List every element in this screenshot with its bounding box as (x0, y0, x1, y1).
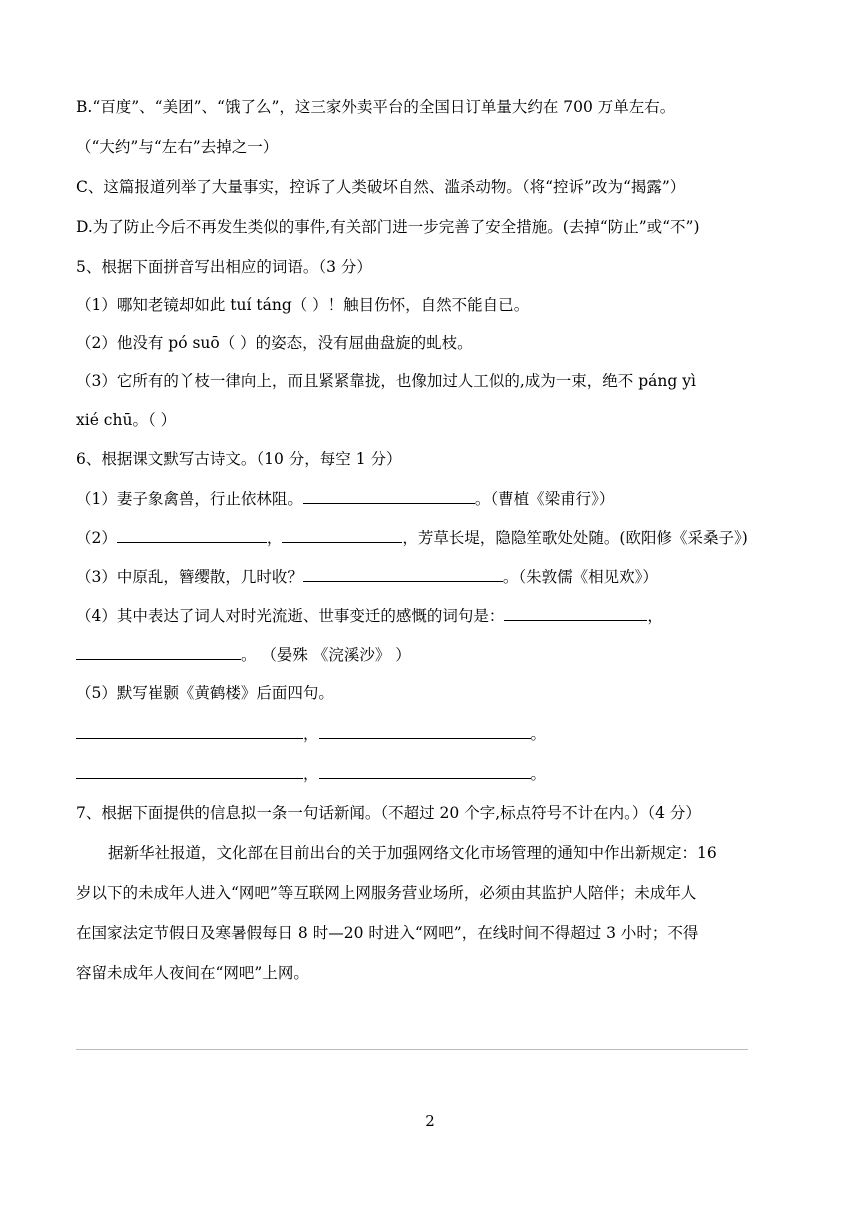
q6-2-comma: ， (266, 529, 283, 547)
question-5-1: （1）哪知老镜却如此 tuí táng（ ）！触目伤怀，自然不能自已。 (76, 296, 530, 314)
news-paragraph-line-4: 容留未成年人夜间在“网吧”上网。 (76, 964, 309, 982)
news-paragraph-line-3: 在国家法定节假日及寒暑假每日 8 时—20 时进入“网吧”，在线时间不得超过 3 小时；不得 (76, 924, 699, 942)
option-b-note: （“大约”与“左右”去掉之一） (76, 138, 279, 156)
q6-5-period-2: 。 (530, 765, 547, 783)
question-5: 5、根据下面拼音写出相应的词语。（3 分） (76, 258, 372, 276)
question-6-2 (76, 527, 748, 548)
option-d: D.为了防止今后不再发生类似的事件,有关部门进一步完善了安全措施。(去掉“防止”或“不”) (76, 218, 700, 236)
q6-5-blank-2[interactable] (319, 723, 531, 739)
question-5-3: （3）它所有的丫枝一律向上，而且紧紧靠拢，也像加过人工似的,成为一束，绝不 páng yì (76, 372, 696, 390)
question-6-4 (76, 605, 663, 626)
q6-5-period-1: 。 (530, 725, 547, 743)
option-b: B.“百度”、“美团”、“饿了么”，这三家外卖平台的全国日订单量大约在 700 万单左右。 (76, 98, 676, 116)
news-paragraph-line-1: 据新华社报道，文化部在目前出台的关于加强网络文化市场管理的通知中作出新规定：16 (108, 844, 717, 862)
question-5-2: （2）他没有 pó suō（ ）的姿态，没有屈曲盘旋的虬枝。 (76, 334, 473, 352)
question-6: 6、根据课文默写古诗文。（10 分，每空 1 分） (76, 450, 402, 468)
q6-4-blank-1[interactable] (504, 605, 647, 621)
q6-5-blank-1[interactable] (76, 723, 303, 739)
q6-3-text: （3）中原乱，簪缨散，几时收？ (76, 568, 303, 586)
page-number: 2 (425, 1112, 435, 1130)
q6-4-source: 。 （晏殊 《浣溪沙》 ） (241, 646, 411, 664)
q6-3-source: 。（朱敦儒《相见欢》） (502, 568, 658, 586)
q6-3-blank[interactable] (303, 566, 503, 582)
q6-2-blank-2[interactable] (282, 527, 402, 543)
answer-line[interactable] (76, 1049, 748, 1050)
q6-2-blank-1[interactable] (117, 527, 267, 543)
q6-5-comma-2: ， (303, 765, 319, 783)
question-5-3-cont: xié chū。（ ） (76, 411, 177, 429)
q6-1-text: （1）妻子象禽兽，行止依林阻。 (76, 490, 303, 508)
q6-5-blank-4[interactable] (319, 763, 531, 779)
question-6-5-line-1 (76, 723, 546, 744)
q6-2-source: ，芳草长堤，隐隐笙歌处处随。(欧阳修《采桑子》) (402, 529, 748, 547)
q6-5-blank-3[interactable] (76, 763, 303, 779)
q6-1-blank[interactable] (303, 488, 475, 504)
q6-2-label: （2） (76, 529, 117, 547)
news-paragraph-line-2: 岁以下的未成年人进入“网吧”等互联网上网服务营业场所，必须由其监护人陪伴；未成年人 (76, 884, 697, 902)
q6-4-comma: ， (647, 607, 663, 625)
option-c: C、这篇报道列举了大量事实，控诉了人类破坏自然、滥杀动物。（将“控诉”改为“揭露”） (76, 178, 686, 196)
question-6-5-line-2 (76, 763, 546, 784)
q6-4-text: （4）其中表达了词人对时光流逝、世事变迁的感慨的词句是： (76, 607, 505, 625)
question-7: 7、根据下面提供的信息拟一条一句话新闻。（不超过 20 个字,标点符号不计在内。）（4 分） (76, 804, 701, 822)
q6-5-comma-1: ， (303, 725, 319, 743)
q6-4-blank-2[interactable] (76, 644, 241, 660)
question-6-5: （5）默写崔颢《黄鹤楼》后面四句。 (76, 684, 334, 702)
question-6-1 (76, 488, 614, 509)
question-6-3 (76, 566, 658, 587)
q6-1-source: 。（曹植《梁甫行》） (474, 490, 615, 508)
question-6-4-cont (76, 644, 411, 665)
